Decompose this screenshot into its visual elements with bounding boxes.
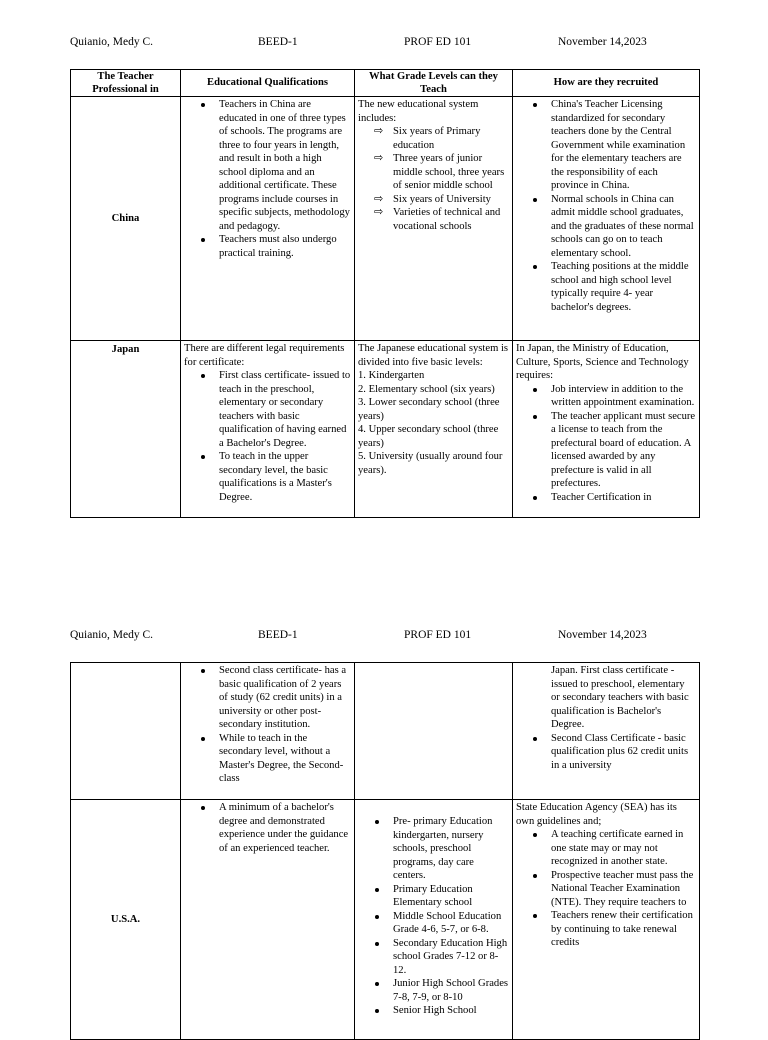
japan-qualifications-continued xyxy=(181,663,355,800)
recruitment-continued-text: Japan. First class certificate - issued to preschool, elementary or secondary teachers with basic qualification is Bachelor's Degree. xyxy=(551,665,689,730)
table-row-japan-continued xyxy=(71,663,700,800)
list-item: ⇨ Six years of Primary education xyxy=(393,125,509,152)
student-name: Quianio, Medy C. xyxy=(70,36,154,48)
list-item: Prospective teacher must pass the National Teacher Examination (NTE). They require teachers to xyxy=(551,869,696,910)
list-item: Second Class Certificate - basic qualification plus 62 credit units in a university xyxy=(551,732,696,773)
page-header-1 xyxy=(70,34,710,50)
china-recruitment xyxy=(513,97,700,341)
list-item: Senior High School xyxy=(393,1004,509,1018)
china-qualifications xyxy=(181,97,355,341)
subject-code: PROF ED 101 xyxy=(404,36,472,48)
empty-grades-cell xyxy=(355,663,513,800)
document-date: November 14,2023 xyxy=(558,629,647,641)
list-item: Teachers must also undergo practical training. xyxy=(219,233,351,260)
comparison-table-2 xyxy=(70,662,700,1040)
japan-grade-levels xyxy=(355,341,513,518)
student-name: Quianio, Medy C. xyxy=(70,629,154,641)
list-item: To teach in the upper secondary level, the basic qualifications is a Master's Degree. xyxy=(219,450,351,504)
china-grades-intro: The new educational system includes: xyxy=(358,99,479,124)
list-item: Teachers renew their certification by continuing to take renewal credits xyxy=(551,909,696,950)
header-teacher-professional: The Teacher Professional in xyxy=(71,70,181,97)
list-item: A teaching certificate earned in one state may or may not recognized in another state. xyxy=(551,828,696,869)
list-item: ⇨ Six years of University xyxy=(393,193,509,207)
japan-recruitment-continued xyxy=(513,663,700,800)
text-line: 1. Kindergarten xyxy=(358,370,425,381)
table-header-row xyxy=(71,70,700,97)
table-row-china xyxy=(71,97,700,341)
japan-qualifications xyxy=(181,341,355,518)
list-item: Teachers in China are educated in one of three types of schools. The programs are three to four years in length, and result in both a high school diploma and an additional certificate. These programs include courses in specific subjects, methodology and pedagogy. xyxy=(219,99,350,232)
list-item: Junior High School Grades 7-8, 7-9, or 8-10 xyxy=(393,978,509,1003)
list-item: The teacher applicant must secure a license to teach from the prefectural board of education. A licensed awarded by any prefecture is valid in all prefectures. xyxy=(551,410,696,489)
list-item: Middle School Education Grade 4-6, 5-7, or 6-8. xyxy=(393,910,509,937)
page-header-2 xyxy=(70,627,710,643)
usa-recruitment xyxy=(513,800,700,1040)
text-line: 3. Lower secondary school (three years) xyxy=(358,397,500,422)
list-item: Primary Education Elementary school xyxy=(393,883,509,910)
list-item: ⇨ Varieties of technical and vocational schools xyxy=(393,206,509,233)
usa-qualifications xyxy=(181,800,355,1040)
document-date: November 14,2023 xyxy=(558,36,647,48)
country-china: China xyxy=(71,97,181,341)
japan-recruitment-intro: In Japan, the Ministry of Education, Culture, Sports, Science and Technology requires: xyxy=(516,343,689,381)
table-row-usa xyxy=(71,800,700,1040)
empty-country-cell xyxy=(71,663,181,800)
japan-recruitment xyxy=(513,341,700,518)
header-educational-qualifications: Educational Qualifications xyxy=(181,70,355,97)
table-row-japan xyxy=(71,341,700,518)
list-item: Second class certificate- has a basic qualification of 2 years of study (62 credit units) in a university or other post-secondary institution. xyxy=(219,664,351,732)
list-item: Teaching positions at the middle school and high school level typically require 4- year bachelor's degrees. xyxy=(551,260,696,314)
header-grade-levels: What Grade Levels can they Teach xyxy=(355,70,513,97)
header-recruitment: How are they recruited xyxy=(513,70,700,97)
list-item: Normal schools in China can admit middle school graduates, and the graduates of these normal schools can go on to teach elementary school. xyxy=(551,193,696,261)
comparison-table-1 xyxy=(70,69,700,518)
text-line: The Japanese educational system is divided into five basic levels: xyxy=(358,343,509,368)
course-code: BEED-1 xyxy=(258,629,298,641)
usa-grade-levels xyxy=(355,800,513,1040)
list-item: Job interview in addition to the written appointment examination. xyxy=(551,383,695,408)
list-item: Teacher Certification in xyxy=(551,491,696,505)
japan-qualifications-intro: There are different legal requirements for certificate: xyxy=(184,343,345,368)
usa-recruitment-intro: State Education Agency (SEA) has its own guidelines and; xyxy=(516,802,677,827)
list-item: ⇨ Three years of junior middle school, three years of senior middle school xyxy=(393,152,509,193)
list-item: China's Teacher Licensing standardized for secondary teachers done by the Central Government while examination for the elementary teachers are the responsibility of each province in China. xyxy=(551,98,696,193)
country-japan: Japan xyxy=(71,341,181,518)
course-code: BEED-1 xyxy=(258,36,298,48)
list-item: First class certificate- issued to teach in the preschool, elementary or secondary teachers with basic qualification of having earned a Bachelor's Degree. xyxy=(219,370,351,449)
list-item: Secondary Education High school Grades 7-12 or 8-12. xyxy=(393,937,508,976)
list-item: Pre- primary Education kindergarten, nursery schools, preschool programs, day care centers. xyxy=(393,815,509,883)
list-item: While to teach in the secondary level, without a Master's Degree, the Second-class xyxy=(219,732,351,786)
china-grade-levels xyxy=(355,97,513,341)
text-line: 5. University (usually around four years). xyxy=(358,451,503,476)
text-line: 2. Elementary school (six years) xyxy=(358,383,495,395)
subject-code: PROF ED 101 xyxy=(404,629,472,641)
country-usa: U.S.A. xyxy=(71,800,181,1040)
list-item: A minimum of a bachelor's degree and demonstrated experience under the guidance of an experienced teacher. xyxy=(219,801,351,855)
text-line: 4. Upper secondary school (three years) xyxy=(358,424,499,449)
